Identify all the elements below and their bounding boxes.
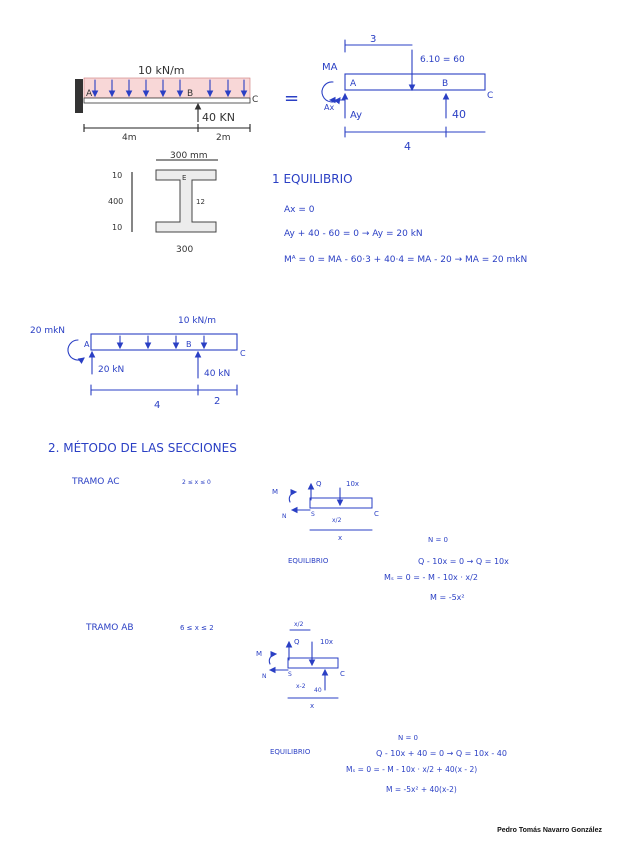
web-height-label: 400 — [108, 197, 124, 206]
point-a-label: A — [84, 340, 90, 349]
fbd-beam — [288, 658, 338, 668]
dim-bottom-label: 4 — [404, 140, 411, 153]
moment-label: MA — [322, 62, 338, 73]
fbd-beam — [310, 498, 372, 508]
equals-sign: = — [284, 88, 300, 109]
distributed-load-area — [84, 78, 250, 98]
reaction-label: 40 — [452, 108, 466, 121]
tramo-ab — [85, 621, 507, 794]
m-result: M = -5x² + 40(x-2) — [386, 785, 457, 794]
fbd-c-label: C — [374, 510, 379, 518]
point-a-label: A — [86, 89, 93, 99]
fbd-half-label: x/2 — [332, 517, 342, 524]
figure-cross-section — [108, 151, 218, 255]
fbd-40-label: 40 — [314, 687, 322, 694]
author-credit: Pedro Tomás Navarro González — [497, 827, 602, 834]
reaction-a-label: 20 kN — [98, 365, 125, 375]
equilibrium-label: EQUILIBRIO — [270, 748, 311, 756]
fbd-s-label: S — [311, 511, 315, 518]
method-title: 2. MÉTODO DE LAS SECCIONES — [48, 441, 237, 455]
web-thickness-label: 12 — [196, 198, 205, 206]
q-equation: Q - 10x = 0 → Q = 10x — [418, 557, 509, 566]
point-b-label: B — [187, 89, 194, 99]
fbd-x-label: x — [310, 702, 315, 710]
equilibrium-title: 1 EQUILIBRIO — [272, 172, 353, 186]
fbd-n-label: N — [262, 673, 267, 680]
fbd-q-label: Q — [316, 480, 322, 488]
equilibrium-label: EQUILIBRIO — [288, 557, 329, 565]
moment-label: 20 mkN — [30, 326, 66, 336]
dim-right-label: 2 — [214, 396, 221, 407]
moment-arrow — [322, 82, 340, 102]
fbd-s-label: S — [288, 671, 292, 678]
equation-moment: Mᴬ = 0 = MA - 60·3 + 40·4 = MA - 20 → MA = 20 mkN — [284, 255, 528, 265]
flange-bottom-label: 10 — [112, 223, 123, 232]
ay-label: Ay — [350, 110, 363, 121]
dim-right-label: 2m — [216, 133, 231, 143]
fbd-m-label: M — [256, 650, 263, 658]
beam-equivalent — [345, 74, 485, 90]
width-top-label: 300 mm — [170, 151, 208, 161]
reaction-label: 40 KN — [202, 111, 235, 124]
point-c-label: C — [487, 91, 494, 101]
dim-left-label: 4m — [122, 133, 137, 143]
width-bottom-label: 300 — [176, 245, 194, 255]
tramo-ac-title: TRAMO AC — [72, 477, 120, 487]
fbd-n-label: N — [282, 513, 287, 520]
equation-ax: Ax = 0 — [284, 205, 315, 215]
equation-ay: Ay + 40 - 60 = 0 → Ay = 20 kN — [284, 229, 423, 239]
q-equation: Q - 10x + 40 = 0 → Q = 10x - 40 — [376, 749, 507, 758]
point-b-label: B — [186, 340, 192, 349]
figure-beam-loaded — [75, 64, 258, 143]
fbd-x2-label: x-2 — [296, 683, 306, 690]
point-c-label: C — [252, 95, 259, 105]
point-c-label: C — [240, 349, 246, 358]
tramo-ac-range: 2 ≤ x ≤ 0 — [182, 479, 211, 486]
dim-left-label: 4 — [154, 400, 161, 411]
point-b-label: B — [442, 79, 449, 89]
flange-top-label: 10 — [112, 171, 123, 180]
figure-equivalent — [284, 34, 493, 153]
wall-support — [75, 79, 83, 113]
tramo-ab-range: 6 ≤ x ≤ 2 — [180, 624, 214, 632]
fbd-x-label: x — [338, 534, 343, 542]
m-equation: Mₛ = 0 = - M - 10x · x/2 — [384, 573, 478, 582]
n-equation: N = 0 — [398, 734, 419, 742]
load-label: 10 kN/m — [178, 316, 217, 326]
point-a-label: A — [350, 79, 357, 89]
fbd-m-label: M — [272, 488, 279, 496]
n-equation: N = 0 — [428, 536, 449, 544]
section-equilibrium — [272, 172, 527, 265]
fbd-load-label: 10x — [320, 638, 334, 646]
fbd-c-label: C — [340, 670, 345, 678]
fbd-half-label: x/2 — [294, 621, 304, 628]
tramo-ac — [71, 477, 509, 602]
beam — [91, 334, 237, 350]
resultant-label: 6.10 = 60 — [420, 55, 465, 65]
tramo-ab-title: TRAMO AB — [86, 623, 134, 633]
dim-top-label: 3 — [370, 34, 377, 45]
m-equation: Mₛ = 0 = - M - 10x · x/2 + 40(x - 2) — [346, 765, 478, 774]
figure-reactions — [30, 316, 246, 411]
load-label: 10 kN/m — [138, 64, 185, 77]
m-result: M = -5x² — [430, 593, 465, 602]
ax-label: Ax — [324, 103, 335, 112]
centroid-label: E — [182, 174, 187, 182]
beam — [84, 98, 250, 103]
fbd-q-label: Q — [294, 638, 300, 646]
fbd-load-label: 10x — [346, 480, 360, 488]
reaction-b-label: 40 kN — [204, 369, 231, 379]
